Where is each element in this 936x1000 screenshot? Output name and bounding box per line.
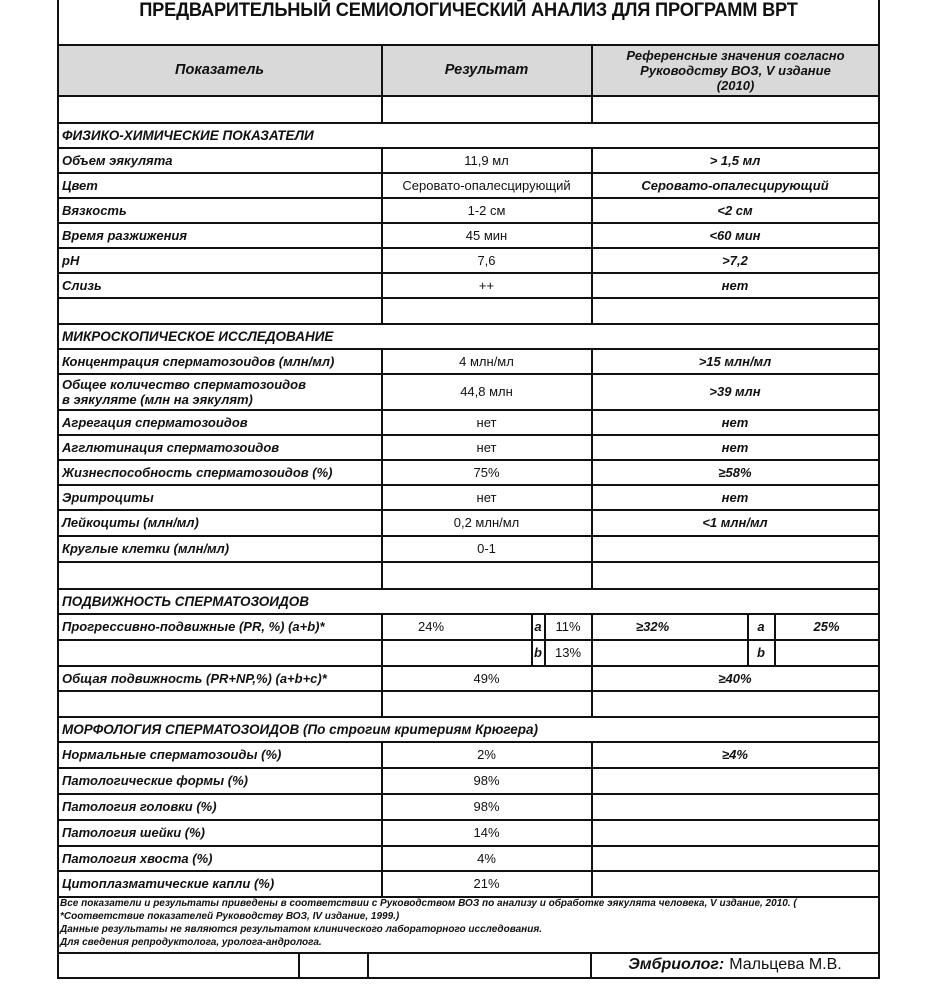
row-label: Эритроциты [62, 489, 154, 505]
grid-hline [57, 44, 880, 46]
row-result: 98% [473, 799, 500, 814]
row-result: 14% [473, 825, 500, 840]
row-result: 4 млн/мл [459, 353, 514, 369]
ref-b-value [775, 640, 878, 665]
row-result: нет [476, 489, 497, 505]
row-result: 0-1 [477, 540, 496, 556]
signature [592, 953, 878, 977]
b-label: b [534, 645, 542, 660]
page-title: ПРЕДВАРИТЕЛЬНЫЙ СЕМИОЛОГИЧЕСКИЙ АНАЛИЗ ДЛЯ ПРОГРАММ ВРТ [139, 0, 798, 21]
row-label: Лейкоциты (млн/мл) [62, 514, 199, 530]
row-result: нет [476, 439, 497, 455]
row-reference: >39 млн [709, 384, 761, 399]
row-result: Серовато-опалесцирующий [402, 177, 571, 193]
row-reference: нет [721, 277, 749, 293]
section-title-motility: ПОДВИЖНОСТЬ СПЕРМАТОЗОИДОВ [62, 593, 310, 609]
row-result: 75% [473, 464, 500, 480]
header-reference-line2: Руководству ВОЗ, V издание [640, 62, 831, 78]
b-value: 13% [554, 645, 582, 660]
row-label-line1: Общее количество сперматозоидов [62, 376, 306, 392]
row-reference [592, 846, 878, 870]
row-result: ++ [478, 277, 495, 293]
grid-hline [57, 297, 880, 299]
row-label: Патология хвоста (%) [62, 850, 213, 866]
ref-a-value: 25% [813, 619, 840, 634]
ref-a-label: a [757, 619, 765, 634]
header-result: Результат [444, 62, 529, 78]
grid-vline [591, 44, 593, 124]
note-line-4: Для сведения репродуктолога, уролога-андролога. [60, 937, 322, 948]
row-label: Прогрессивно-подвижные (PR, %) (a+b)* [62, 619, 325, 634]
ref-b-label: b [757, 645, 765, 660]
row-label: Слизь [62, 277, 102, 293]
row-reference: >7,2 [722, 252, 748, 268]
row-label: Цвет [62, 177, 98, 193]
grid-vline [381, 44, 383, 124]
section-title-physchem: ФИЗИКО-ХИМИЧЕСКИЕ ПОКАЗАТЕЛИ [62, 127, 314, 143]
row-reference: <1 млн/мл [702, 514, 768, 530]
row-reference: > 1,5 мл [709, 152, 761, 168]
row-reference: ≥32% [636, 619, 670, 634]
header-reference-line1: Референсные значения согласно [626, 47, 845, 63]
note-line-2: *Соответствие показателей Руководству ВОЗ, IV издание, 1999.) [60, 911, 400, 922]
note-line-1: Все показатели и результаты приведены в соответствии с Руководством ВОЗ по анализу и обработке эякулята человека, V издание, 2010. ( [60, 898, 797, 909]
a-value: 11% [555, 619, 581, 634]
row-label: Цитоплазматические капли (%) [62, 876, 275, 891]
row-reference [592, 768, 878, 793]
row-result: 24% [418, 619, 445, 634]
grid-hline [57, 561, 880, 563]
row-label: Агрегация сперматозоидов [62, 414, 248, 430]
row-reference [592, 536, 878, 560]
row-label: Нормальные сперматозоиды (%) [62, 747, 282, 762]
row-result: 21% [473, 876, 500, 891]
row-reference: нет [721, 489, 749, 505]
note-line-3: Данные результаты не являются результатом клинического лабораторного исследования. [60, 924, 543, 935]
row-label: Концентрация сперматозоидов (млн/мл) [62, 353, 335, 369]
row-result: 49% [473, 670, 500, 686]
row-label: Патология шейки (%) [62, 825, 205, 840]
grid-hline [57, 95, 880, 97]
row-reference [592, 871, 878, 896]
row-reference [592, 820, 878, 845]
section-title-microscopy: МИКРОСКОПИЧЕСКОЕ ИССЛЕДОВАНИЕ [62, 328, 334, 344]
row-reference [592, 794, 878, 819]
row-reference: <2 см [717, 202, 753, 218]
header-reference-line3: (2010) [716, 77, 755, 93]
row-label: Патологические формы (%) [62, 773, 248, 788]
row-reference: ≥4% [722, 747, 748, 762]
row-reference: нет [721, 414, 749, 430]
grid-hline [57, 977, 880, 979]
row-reference: <60 мин [709, 227, 761, 243]
row-reference: Серовато-опалесцирующий [641, 177, 829, 193]
row-label: Агглютинация сперматозоидов [62, 439, 280, 455]
row-label: Объем эякулята [62, 152, 173, 168]
signature-name: Мальцева М.В. [729, 956, 842, 973]
signature-role: Эмбриолог: [628, 956, 725, 973]
row-result: 1-2 см [467, 202, 506, 218]
row-result: 11,9 мл [464, 152, 509, 168]
a-label: a [534, 619, 542, 634]
row-result: 2% [477, 747, 496, 762]
header-reference [592, 45, 879, 95]
row-label: pH [62, 252, 80, 268]
row-label: Круглые клетки (млн/мл) [62, 540, 230, 556]
row-result: 45 мин [465, 227, 508, 243]
row-result: 0,2 млн/мл [453, 514, 520, 530]
section-title-morphology: МОРФОЛОГИЯ СПЕРМАТОЗОИДОВ (По строгим критериям Крюгера) [62, 721, 539, 737]
grid-vline [298, 952, 300, 979]
row-reference: ≥58% [718, 464, 752, 480]
row-result: 4% [477, 850, 496, 866]
row-label-line2: в эякуляте (млн на эякулят) [62, 391, 253, 407]
row-result: 44,8 млн [460, 384, 513, 399]
row-result: 7,6 [477, 252, 496, 268]
row-label: Время разжижения [62, 227, 188, 243]
grid-hline [57, 690, 880, 692]
row-result: нет [476, 414, 497, 430]
row-reference: ≥40% [718, 670, 752, 686]
row-label: Жизнеспособность сперматозоидов (%) [62, 464, 333, 480]
row-label: Патология головки (%) [62, 799, 217, 814]
row-label: Вязкость [62, 202, 127, 218]
row-result: 98% [473, 773, 500, 788]
row-label [58, 374, 381, 409]
row-reference: >15 млн/мл [698, 353, 772, 369]
row-label: Общая подвижность (PR+NP,%) (a+b+c)* [62, 670, 327, 686]
row-reference: нет [721, 439, 749, 455]
header-indicator: Показатель [175, 62, 264, 78]
grid-vline [367, 952, 369, 979]
